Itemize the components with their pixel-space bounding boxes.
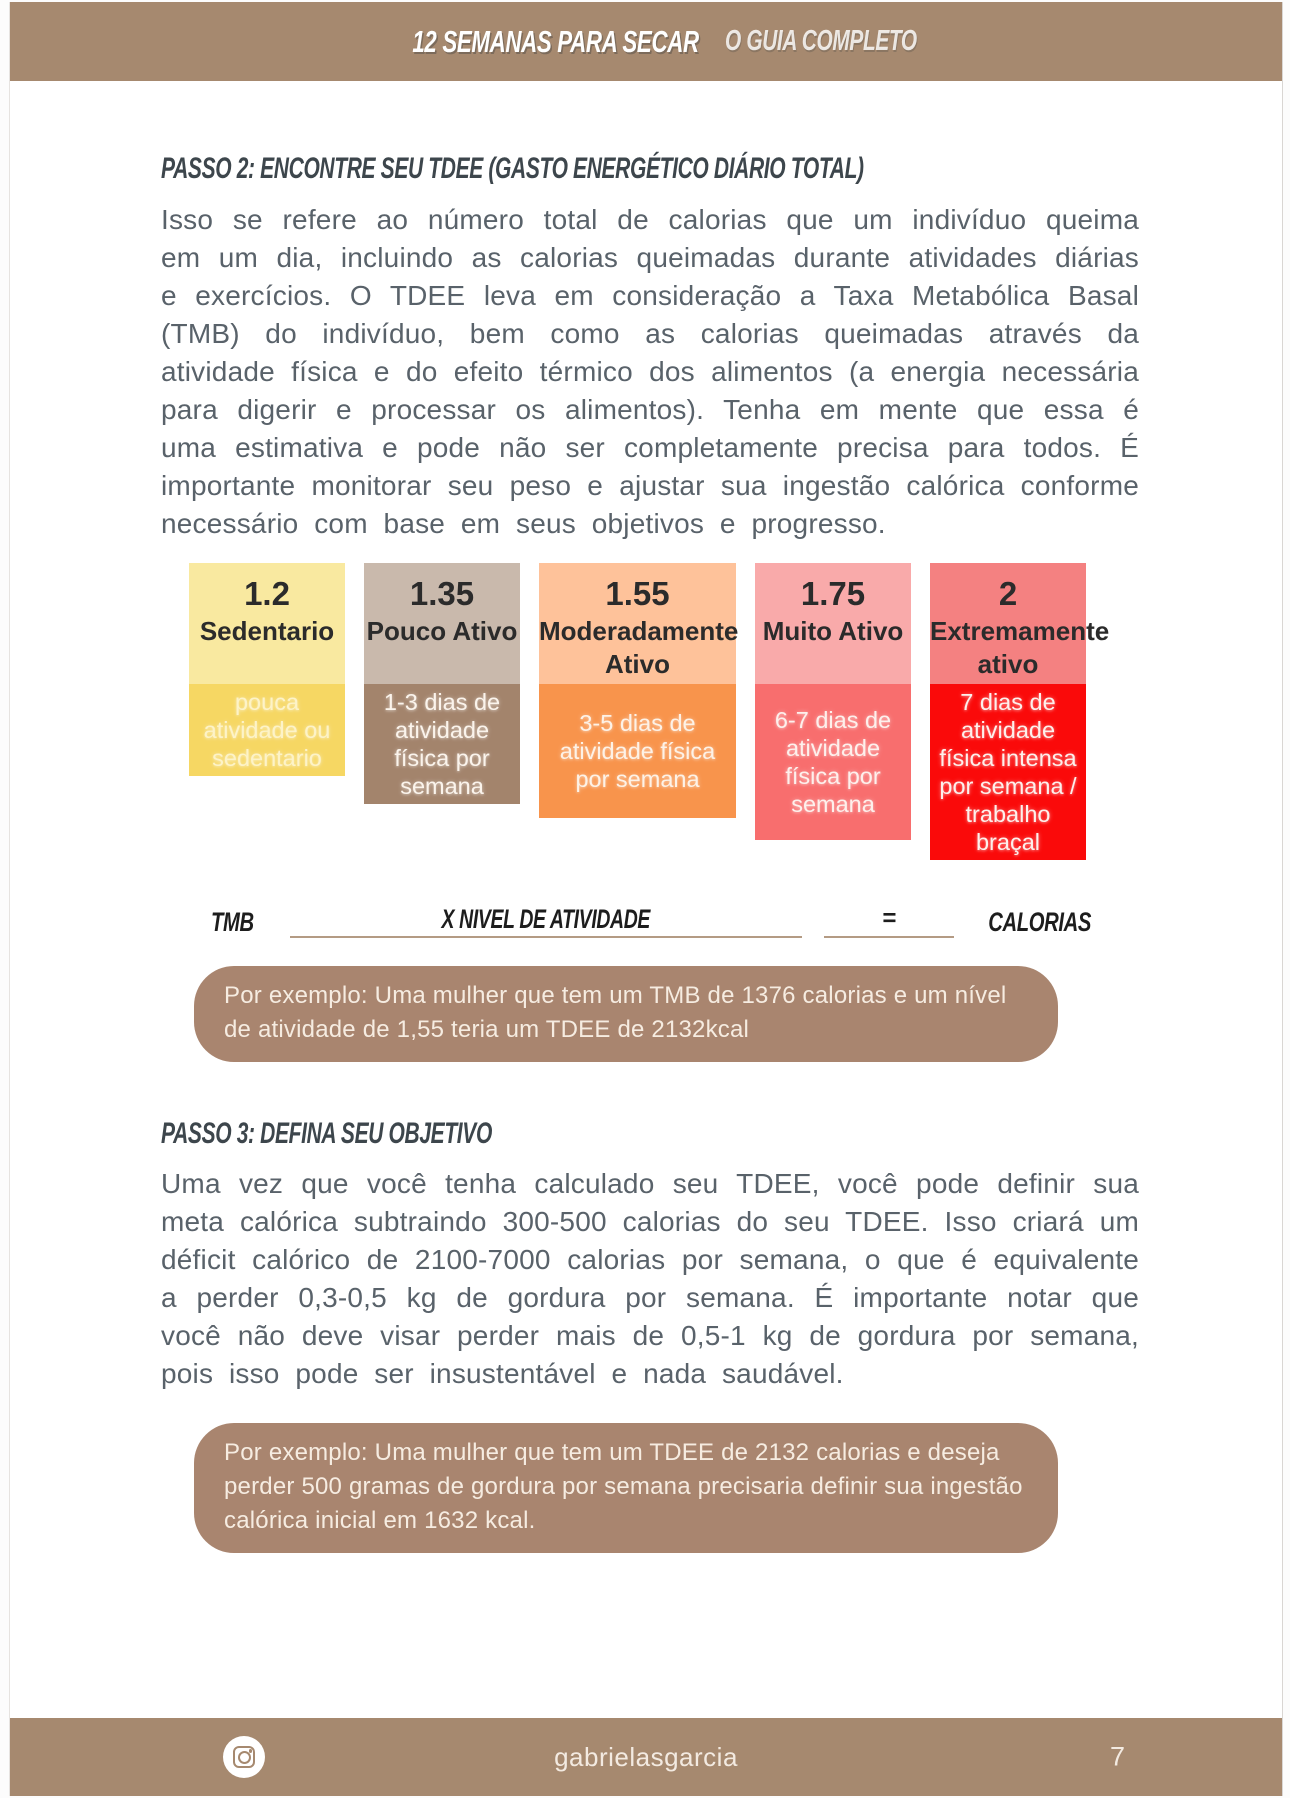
- instagram-icon: [223, 1736, 265, 1778]
- activity-label: Pouco Ativo: [366, 615, 518, 646]
- activity-card-extremamente-ativo: [930, 563, 1110, 860]
- activity-factor: 1.75: [800, 574, 866, 612]
- activity-label: Sedentario: [199, 615, 335, 646]
- activity-factor: 1.35: [409, 574, 475, 612]
- activity-factor: 1.2: [244, 574, 290, 612]
- header-title: 12 SEMANAS PARA SECAR: [412, 23, 699, 59]
- passo3-paragraph: Uma vez que você tenha calculado seu TDEE, você pode definir sua meta calórica subtraindo 300-500 calorias do seu TDEE. Isso criará um déficit calórico de 2100-7000 calorias por semana, o que é equivalente a perder 0,3-0,5 kg de gordura por semana. É importante notar que você não deve visar perder mais de 0,5-1 kg de gordura por semana, pois isso pode ser insustentável e nada saudável.: [161, 1168, 1139, 1389]
- activity-card-header: [539, 563, 739, 684]
- activity-card-muito-ativo: [755, 563, 911, 840]
- activity-card-header: [755, 563, 911, 684]
- formula-tmb-label: TMB: [211, 906, 254, 937]
- activity-card-header: [364, 563, 520, 684]
- activity-card-sedentario: [189, 563, 345, 776]
- formula-activity-label: X NIVEL DE ATIVIDADE: [441, 903, 651, 934]
- formula-activity-blank-line: [290, 904, 802, 938]
- activity-description: 6-7 dias de atividade física por semana: [755, 684, 911, 840]
- header-subtitle: O GUIA COMPLETO: [724, 25, 917, 57]
- activity-description: 7 dias de atividade física intensa por semana / trabalho braçal: [930, 684, 1086, 860]
- activity-factor: 2: [998, 574, 1018, 612]
- activity-card-pouco-ativo: [364, 563, 520, 804]
- activity-description: 3-5 dias de atividade física por semana: [539, 684, 736, 818]
- passo2-paragraph: Isso se refere ao número total de calorias que um indivíduo queima em um dia, incluindo as calorias queimadas durante atividades diárias e exercícios. O TDEE leva em consideração a Taxa Metabólica Basal (TMB) do indivíduo, bem como as calorias queimadas através da atividade física e do efeito térmico dos alimentos (a energia necessária para digerir e processar os alimentos). Tenha em mente que essa é uma estimativa e pode não ser completamente precisa para todos. É importante monitorar seu peso e ajustar sua ingestão calórica conforme necessário com base em seus objetivos e progresso.: [161, 203, 1139, 539]
- activity-factor: 1.55: [605, 574, 670, 612]
- page-footer-bar: [10, 1718, 1282, 1796]
- goal-example-callout: Por exemplo: Uma mulher que tem um TDEE de 2132 calorias e deseja perder 500 gramas de gordura por semana precisaria definir sua ingestão calórica inicial em 1632 kcal.: [194, 1423, 1058, 1553]
- page-number: 7: [1109, 1741, 1125, 1772]
- activity-label: Muito Ativo: [762, 615, 904, 646]
- page-content: [10, 81, 1282, 1553]
- tdee-formula-row: [161, 904, 1139, 938]
- activity-card-header: [930, 563, 1110, 684]
- formula-equals-blank-line: =: [824, 905, 954, 938]
- activity-card-moderadamente-ativo: [539, 563, 739, 818]
- activity-level-table: [189, 563, 1139, 860]
- activity-label: Extremamente ativo: [930, 615, 1110, 679]
- page-header-bar: [10, 2, 1282, 81]
- passo2-heading: PASSO 2: ENCONTRE SEU TDEE (GASTO ENERGÉTICO DIÁRIO TOTAL): [161, 152, 864, 185]
- activity-description: pouca atividade ou sedentario: [189, 684, 345, 776]
- activity-card-header: [189, 563, 345, 684]
- document-page: [9, 2, 1283, 1796]
- formula-calories-label: CALORIAS: [988, 906, 1091, 937]
- tdee-example-callout: Por exemplo: Uma mulher que tem um TMB de 1376 calorias e um nível de atividade de 1,55 teria um TDEE de 2132kcal: [194, 966, 1058, 1062]
- passo3-heading: PASSO 3: DEFINA SEU OBJETIVO: [161, 1116, 492, 1150]
- activity-description: 1-3 dias de atividade física por semana: [364, 684, 520, 804]
- instagram-handle: gabrielasgarcia: [554, 1741, 738, 1772]
- activity-label: Moderadamente Ativo: [539, 615, 739, 679]
